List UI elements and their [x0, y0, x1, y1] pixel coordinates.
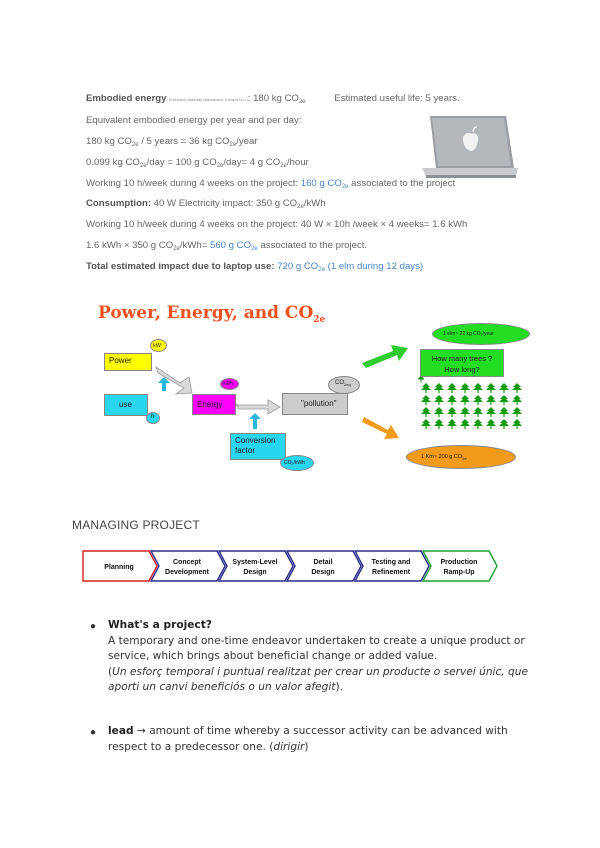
tree-icon	[460, 419, 470, 429]
diagram-title	[98, 303, 325, 325]
t: / 5 years = 36 kg CO	[138, 136, 230, 147]
sub: 2e	[462, 456, 467, 461]
conversion-factor-box: Conversion factor	[230, 433, 286, 460]
flow-step-shape	[423, 551, 497, 581]
flow-step-shape	[151, 551, 225, 581]
embodied-line-2: Equivalent embodied energy per year and per day:	[86, 115, 302, 126]
sub: 2e	[131, 142, 139, 148]
flow-step-shape	[219, 551, 293, 581]
flow-step-label: Production	[440, 559, 478, 566]
sub: 2e	[313, 315, 326, 325]
t: /kWh=	[179, 240, 210, 251]
tree-icon	[473, 407, 483, 417]
tree-icon	[499, 395, 509, 405]
flow-step-label: Concept	[173, 559, 201, 566]
kw-bubble: kW	[150, 339, 167, 352]
km-ellipse	[406, 445, 516, 469]
tree-icon	[460, 395, 470, 405]
bullet-lead	[108, 724, 528, 755]
t: )	[304, 740, 309, 753]
sub: 2e	[173, 246, 180, 252]
tree-icon	[434, 383, 444, 393]
sub: 2e	[251, 246, 258, 252]
embodied-line-5	[86, 178, 455, 193]
consumption-line	[86, 198, 326, 213]
tree-icon	[512, 407, 522, 417]
total-label: Total estimated impact due to laptop use:	[86, 261, 275, 272]
laptop-image	[420, 112, 520, 180]
tree-icon	[460, 407, 470, 417]
flow-step-label: Refinement	[371, 569, 411, 576]
power-energy-co2-diagram	[88, 295, 534, 503]
bullet-dot: ●	[90, 621, 97, 632]
sub: 2e	[298, 99, 306, 105]
t: 0.099 kg CO	[86, 157, 140, 168]
t: 1 Km~ 200 g CO	[421, 454, 463, 460]
tree-icon	[512, 395, 522, 405]
highlight-value: 160 g CO	[300, 178, 342, 189]
tree-icon	[473, 395, 483, 405]
bullet-title: What's a project?	[108, 619, 212, 631]
embodied-line-3	[86, 136, 258, 151]
bullet-text: A temporary and one-time endeavor undertaken to create a unique product or service, which brings about beneficial change or added value.	[108, 634, 525, 662]
t: /kWh	[303, 198, 326, 209]
section-heading: MANAGING PROJECT	[72, 518, 200, 532]
bullet-what-is-project: What's a project? A temporary and one-time endeavor undertaken to create a unique product or service, which brings about beneficial change or added value. (Un esforç temporal i puntual realitzat per crear un producte o servei únic, que aporti un canvi beneficiós o un valor afegit).	[108, 619, 529, 693]
tree-icon	[421, 383, 431, 393]
tree-icon	[499, 383, 509, 393]
tree-icons-grid	[418, 377, 528, 429]
tree-icon	[499, 407, 509, 417]
flow-step-label: System-Level	[232, 559, 278, 566]
tree-icon	[486, 419, 496, 429]
tree-icon	[434, 395, 444, 405]
trees-q1: How many trees ?	[431, 354, 493, 363]
flow-step-label: Detail	[313, 559, 333, 566]
tree-icon	[447, 419, 457, 429]
tree-icon	[421, 395, 431, 405]
embodied-line-1	[86, 93, 460, 108]
total-line	[86, 261, 423, 276]
t: associated to the project.	[257, 240, 368, 251]
embodied-note: (Extraction-Materials-Manufacture-Transport-Co.)	[169, 98, 248, 102]
diagram-title-text: Power, Energy, and CO	[98, 303, 314, 323]
kwh-bubble: kWh	[220, 378, 239, 390]
flow-step-label: Planning	[104, 564, 134, 571]
t: 40 W Electricity impact: 350 g CO	[151, 198, 298, 209]
sub: 2e	[139, 163, 147, 169]
tree-icon	[447, 383, 457, 393]
sub: 2e	[341, 184, 349, 190]
embodied-line-4	[86, 157, 309, 172]
tree-icon	[473, 383, 483, 393]
t: associated to the project	[348, 178, 456, 189]
bullet-translation: Un esforç temporal i puntual realitzat per crear un producte o servei únic, que aporti un canvi beneficiós o un valor afegit	[108, 665, 529, 693]
tree-icon	[447, 395, 457, 405]
highlight-value: 720 g CO	[274, 261, 319, 272]
tree-icon	[486, 383, 496, 393]
t: 1.6 kWh × 350 g CO	[86, 240, 174, 251]
lead-term: lead	[108, 725, 134, 737]
sub: 2e	[216, 163, 224, 169]
co2-per-kwh-bubble: CO₂/kWh	[280, 455, 314, 471]
tree-icon	[421, 407, 431, 417]
flow-step-label: Ramp-Up	[443, 569, 475, 576]
h-bubble: h	[146, 412, 160, 424]
tree-icon	[486, 395, 496, 405]
embodied-label: Embodied energy	[86, 93, 167, 104]
sub: 2eq	[344, 382, 351, 387]
sub: 2e	[280, 163, 287, 169]
pollution-box: "pollution"	[282, 393, 348, 415]
sub: 2e	[297, 204, 304, 210]
co2eq-bubble	[328, 376, 360, 394]
embodied-value: : 180 kg CO	[247, 93, 299, 104]
t: /day= 4 g CO	[223, 157, 281, 168]
power-box: Power	[104, 353, 152, 371]
tree-icon	[486, 407, 496, 417]
flow-step-label: Design	[243, 569, 267, 576]
embodied-line-7: Working 10 h/week during 4 weeks on the project: 40 W × 10h /week × 4 weeks= 1.6 kWh	[86, 219, 468, 230]
process-flow-arrows	[82, 549, 512, 583]
tree-icon	[512, 383, 522, 393]
elm-ellipse: 1 elm~ 22 kg CO₂/year	[432, 323, 530, 345]
flow-step-label: Development	[165, 569, 209, 576]
flow-step-label: Design	[311, 569, 335, 576]
consumption-label: Consumption:	[86, 198, 152, 209]
lead-definition: amount of time whereby a successor activity can be advanced with respect to a predecessor one. (	[108, 725, 508, 753]
sub: 2e	[318, 267, 325, 273]
flow-step-shape	[287, 551, 361, 581]
use-box: use	[104, 394, 148, 416]
useful-life: Estimated useful life: 5 years.	[334, 93, 460, 104]
arrow: →	[133, 725, 150, 737]
trees-q2: How long?	[444, 365, 480, 374]
t: 180 kg CO	[86, 136, 132, 147]
energy-box: Energy	[192, 394, 236, 415]
lead-translation: dirigir	[273, 740, 305, 753]
embodied-line-8	[86, 240, 367, 255]
tree-icon	[434, 419, 444, 429]
sub: 2e	[229, 142, 237, 148]
tree-icon	[512, 419, 522, 429]
tree-icon	[499, 419, 509, 429]
t: /day = 100 g CO	[146, 157, 217, 168]
process-flow	[82, 549, 512, 583]
tree-icon	[473, 419, 483, 429]
t: /hour	[286, 157, 309, 168]
flow-step-shape	[355, 551, 429, 581]
t: CO	[335, 380, 344, 386]
tree-icon	[447, 407, 457, 417]
trees-question-box	[420, 349, 504, 377]
t: Working 10 h/week during 4 weeks on the project:	[86, 178, 301, 189]
t: /year	[236, 136, 258, 147]
bullet-dot: ●	[90, 727, 97, 738]
highlight-value: 560 g CO	[210, 240, 252, 251]
tree-icon	[460, 383, 470, 393]
tree-icon	[434, 407, 444, 417]
flow-step-label: Testing and	[371, 559, 411, 566]
tree-icon	[421, 419, 431, 429]
highlight-value: (1 elm during 12 days)	[324, 261, 424, 272]
